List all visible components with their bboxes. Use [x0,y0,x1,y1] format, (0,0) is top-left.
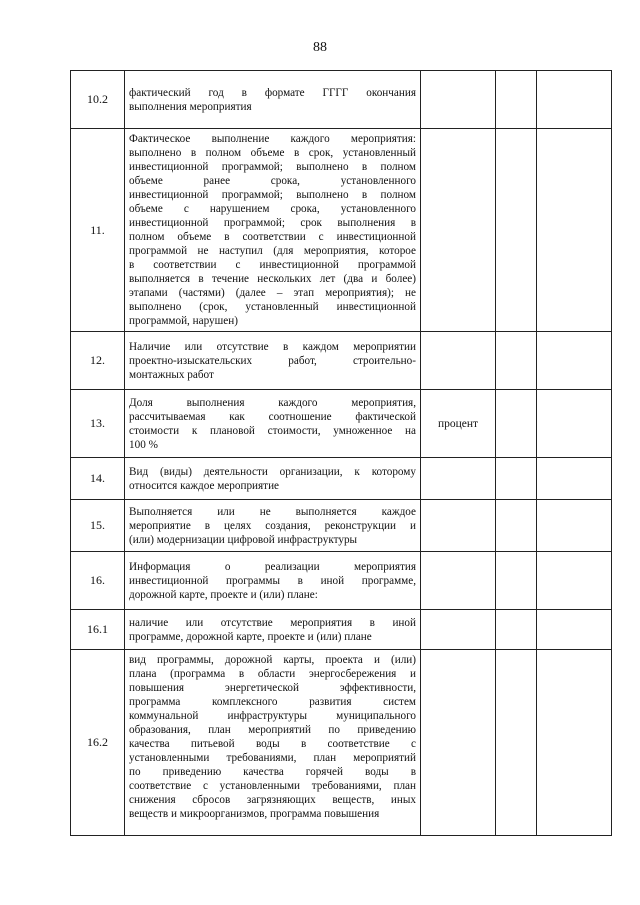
description-line: Выполняется или не выполняется каждое [129,505,416,518]
description-line: мероприятие в целях создания, реконструкции и [129,519,416,532]
row-empty-cell [537,71,612,129]
row-unit [421,71,496,129]
indicators-table [70,70,612,836]
row-description [125,610,421,650]
row-number: 16. [71,552,125,610]
table-row [71,650,612,836]
row-empty-cell [496,500,537,552]
description-line: образования, план мероприятий по приведению [129,724,416,736]
row-unit [421,610,496,650]
row-description [125,552,421,610]
row-empty-cell [537,332,612,390]
description-line: программой, нарушен) [129,315,238,327]
table-row [71,332,612,390]
row-description [125,332,421,390]
description-line: фактический год в формате ГГГГ окончания [129,86,416,99]
description-line: инвестиционной программы в иной программе, [129,574,416,587]
row-empty-cell [496,390,537,458]
row-empty-cell [537,390,612,458]
description-line: наличие или отсутствие мероприятия в иной [129,616,416,629]
description-line: повышения энергетической эффективности, [129,682,416,694]
row-number: 12. [71,332,125,390]
row-description [125,650,421,836]
description-line: плана (программа в области энергосбережения и [129,668,416,680]
table-row [71,129,612,332]
table-row [71,71,612,129]
row-empty-cell [496,458,537,500]
row-empty-cell [537,552,612,610]
row-unit [421,650,496,836]
description-line: 100 % [129,438,158,451]
description-line: полном объеме в соответствии с инвестиционной [129,231,416,243]
description-line: относится каждое мероприятие [129,479,280,492]
row-empty-cell [496,129,537,332]
row-unit [421,458,496,500]
description-line: инвестиционной программой; выполнено в полном [129,189,416,201]
description-line: программой не наступил (для мероприятия, которое [129,245,416,257]
description-line: снижения сбросов загрязняющих веществ, иных [129,794,416,806]
row-empty-cell [496,332,537,390]
description-line: Наличие или отсутствие в каждом мероприятии [129,340,416,353]
description-line: вид программы, дорожной карты, проекта и (или) [129,654,416,666]
row-empty-cell [537,500,612,552]
description-line: (или) модернизации цифровой инфраструктуры [129,533,358,546]
row-unit [421,552,496,610]
table-row [71,500,612,552]
row-description [125,129,421,332]
description-line: по приведению качества горячей воды в [129,766,416,778]
description-line: стоимости к плановой стоимости, умноженное на [129,424,416,437]
row-empty-cell [537,650,612,836]
description-line: инвестиционной программой; срок выполнения в [129,217,416,229]
row-empty-cell [537,129,612,332]
description-line: соответствие с установленными требованиями, план [129,780,416,792]
row-description [125,390,421,458]
description-line: проектно-изыскательских работ, строительно- [129,354,416,367]
description-line: программа комплексного развития систем [129,696,416,708]
row-unit [421,332,496,390]
description-line: качества питьевой воды в соответствие с [129,738,416,750]
row-unit: процент [421,390,496,458]
description-line: объеме ранее срока, установленного [129,175,416,187]
description-line: инвестиционной программой; выполнено в полном [129,161,416,173]
row-number: 16.2 [71,650,125,836]
row-empty-cell [496,610,537,650]
row-unit [421,129,496,332]
table-row [71,458,612,500]
description-line: Информация о реализации мероприятия [129,560,416,573]
description-line: коммунальной инфраструктуры муниципального [129,710,416,722]
row-empty-cell [537,458,612,500]
table-row [71,610,612,650]
description-line: Фактическое выполнение каждого мероприятия: [129,133,416,145]
description-line: выполнено в полном объеме в срок, установленный [129,147,416,159]
row-empty-cell [496,71,537,129]
table-row [71,552,612,610]
description-line: дорожной карте, проекте и (или) плане: [129,588,318,601]
row-number: 10.2 [71,71,125,129]
description-line: выполнено (срок, установленный инвестиционной [129,301,416,313]
description-line: монтажных работ [129,368,214,381]
description-line: веществ и микроорганизмов, программа повышения [129,808,380,820]
row-description [125,500,421,552]
row-description [125,71,421,129]
row-number: 13. [71,390,125,458]
description-line: выполняется в течение нескольких лет (два и более) [129,273,416,285]
description-line: Вид (виды) деятельности организации, к которому [129,465,416,478]
row-unit [421,500,496,552]
row-number: 16.1 [71,610,125,650]
row-number: 11. [71,129,125,332]
row-empty-cell [496,650,537,836]
row-empty-cell [537,610,612,650]
description-line: объеме с нарушением срока, установленного [129,203,416,215]
description-line: программе, дорожной карте, проекте и (или) плане [129,630,372,643]
row-number: 14. [71,458,125,500]
row-number: 15. [71,500,125,552]
row-empty-cell [496,552,537,610]
description-line: Доля выполнения каждого мероприятия, [129,396,416,409]
page-number: 88 [313,40,327,55]
description-line: установленными требованиями, план мероприятий [129,752,416,764]
description-line: рассчитываемая как соотношение фактической [129,410,416,423]
description-line: этапами (частями) (далее – этап мероприятия); не [129,287,416,299]
description-line: выполнения мероприятия [129,100,252,113]
table-row [71,390,612,458]
description-line: в соответствии с инвестиционной программой [129,259,416,271]
row-description [125,458,421,500]
